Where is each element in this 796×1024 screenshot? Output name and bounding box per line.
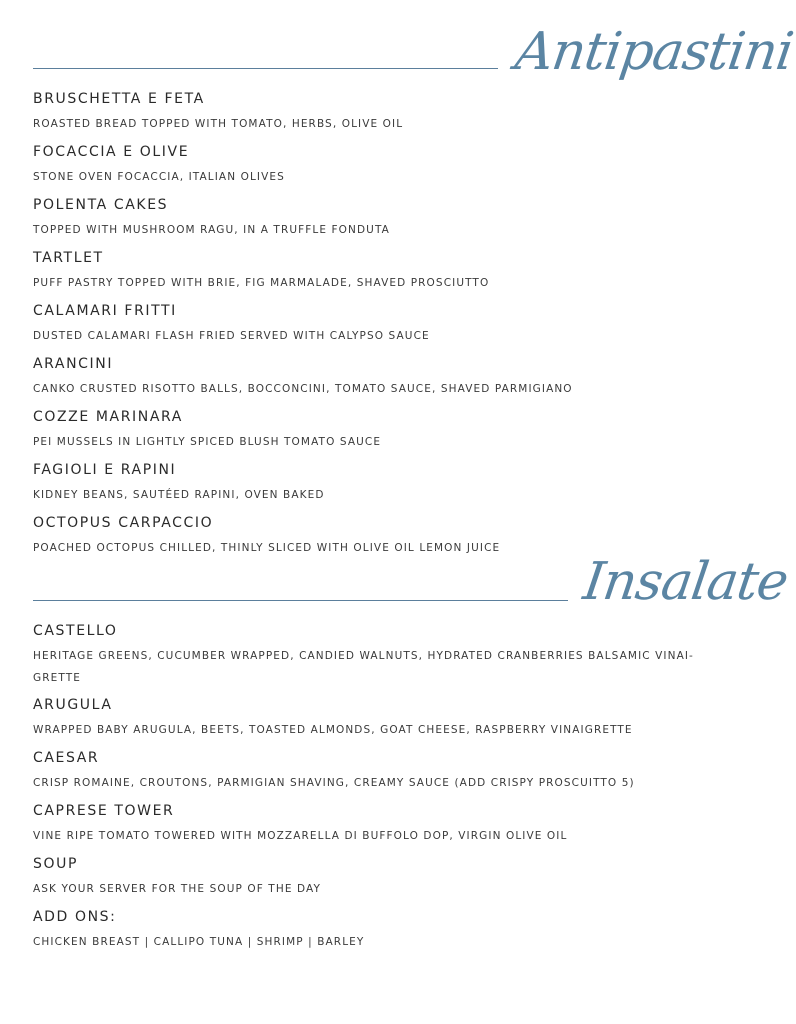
menu-item-name: SOUP [33, 856, 78, 872]
menu-item-name: OCTOPUS CARPACCIO [33, 515, 214, 531]
menu-item-description: TOPPED WITH MUSHROOM RAGU, IN A TRUFFLE FONDUTA [33, 224, 390, 236]
menu-item [33, 355, 733, 400]
menu-item-description: HERITAGE GREENS, CUCUMBER WRAPPED, CANDIED WALNUTS, HYDRATED CRANBERRIES BALSAMIC VINAI-GRETTE [33, 650, 694, 684]
menu-item-description: DUSTED CALAMARI FLASH FRIED SERVED WITH CALYPSO SAUCE [33, 330, 430, 342]
menu-item-description: ASK YOUR SERVER FOR THE SOUP OF THE DAY [33, 883, 321, 895]
menu-item-description: CHICKEN BREAST | CALLIPO TUNA | SHRIMP | BARLEY [33, 936, 365, 948]
menu-item-description: STONE OVEN FOCACCIA, ITALIAN OLIVES [33, 171, 285, 183]
menu-item-name: FOCACCIA E OLIVE [33, 144, 190, 160]
menu-item [33, 302, 733, 347]
menu-item [33, 408, 733, 453]
menu-item [33, 249, 733, 294]
menu-item-name: ARANCINI [33, 356, 114, 372]
menu-item-name: CAESAR [33, 750, 100, 766]
menu-item-description: PUFF PASTRY TOPPED WITH BRIE, FIG MARMALADE, SHAVED PROSCIUTTO [33, 277, 490, 289]
menu-item-description: VINE RIPE TOMATO TOWERED WITH MOZZARELLA DI BUFFOLO DOP, VIRGIN OLIVE OIL [33, 830, 568, 842]
menu-item-description: KIDNEY BEANS, SAUTÉED RAPINI, OVEN BAKED [33, 489, 325, 501]
menu-item-description: POACHED OCTOPUS CHILLED, THINLY SLICED WITH OLIVE OIL LEMON JUICE [33, 542, 501, 554]
insalate-title: Insalate [579, 552, 792, 612]
menu-item [33, 802, 733, 847]
menu-item-description: PEI MUSSELS IN LIGHTLY SPICED BLUSH TOMATO SAUCE [33, 436, 382, 448]
menu-item-description: ROASTED BREAD TOPPED WITH TOMATO, HERBS, OLIVE OIL [33, 118, 404, 130]
menu-item [33, 461, 733, 506]
menu-item [33, 696, 733, 741]
antipastini-divider [33, 68, 498, 69]
menu-item-description: WRAPPED BABY ARUGULA, BEETS, TOASTED ALMONDS, GOAT CHEESE, RASPBERRY VINAIGRETTE [33, 724, 633, 736]
menu-item [33, 622, 733, 689]
menu-item-name: FAGIOLI E RAPINI [33, 462, 177, 478]
menu-item-name: TARTLET [33, 250, 104, 266]
menu-item-name: CAPRESE TOWER [33, 803, 175, 819]
menu-item-name: CASTELLO [33, 623, 118, 639]
menu-item [33, 908, 733, 953]
insalate-divider [33, 600, 568, 601]
menu-item [33, 196, 733, 241]
menu-item [33, 90, 733, 135]
menu-item [33, 855, 733, 900]
menu-item [33, 143, 733, 188]
menu-item-name: BRUSCHETTA E FETA [33, 91, 205, 107]
menu-item-name: COZZE MARINARA [33, 409, 183, 425]
menu-item-name: POLENTA CAKES [33, 197, 169, 213]
menu-item-name: ADD ONS: [33, 909, 117, 925]
menu-item-name: ARUGULA [33, 697, 113, 713]
menu-item [33, 749, 733, 794]
menu-item-description: CANKO CRUSTED RISOTTO BALLS, BOCCONCINI, TOMATO SAUCE, SHAVED PARMIGIANO [33, 383, 573, 395]
antipastini-title: Antipastini [511, 22, 796, 82]
menu-item-description: CRISP ROMAINE, CROUTONS, PARMIGIAN SHAVING, CREAMY SAUCE (ADD CRISPY PROSCUITTO 5) [33, 777, 635, 789]
menu-item-name: CALAMARI FRITTI [33, 303, 177, 319]
